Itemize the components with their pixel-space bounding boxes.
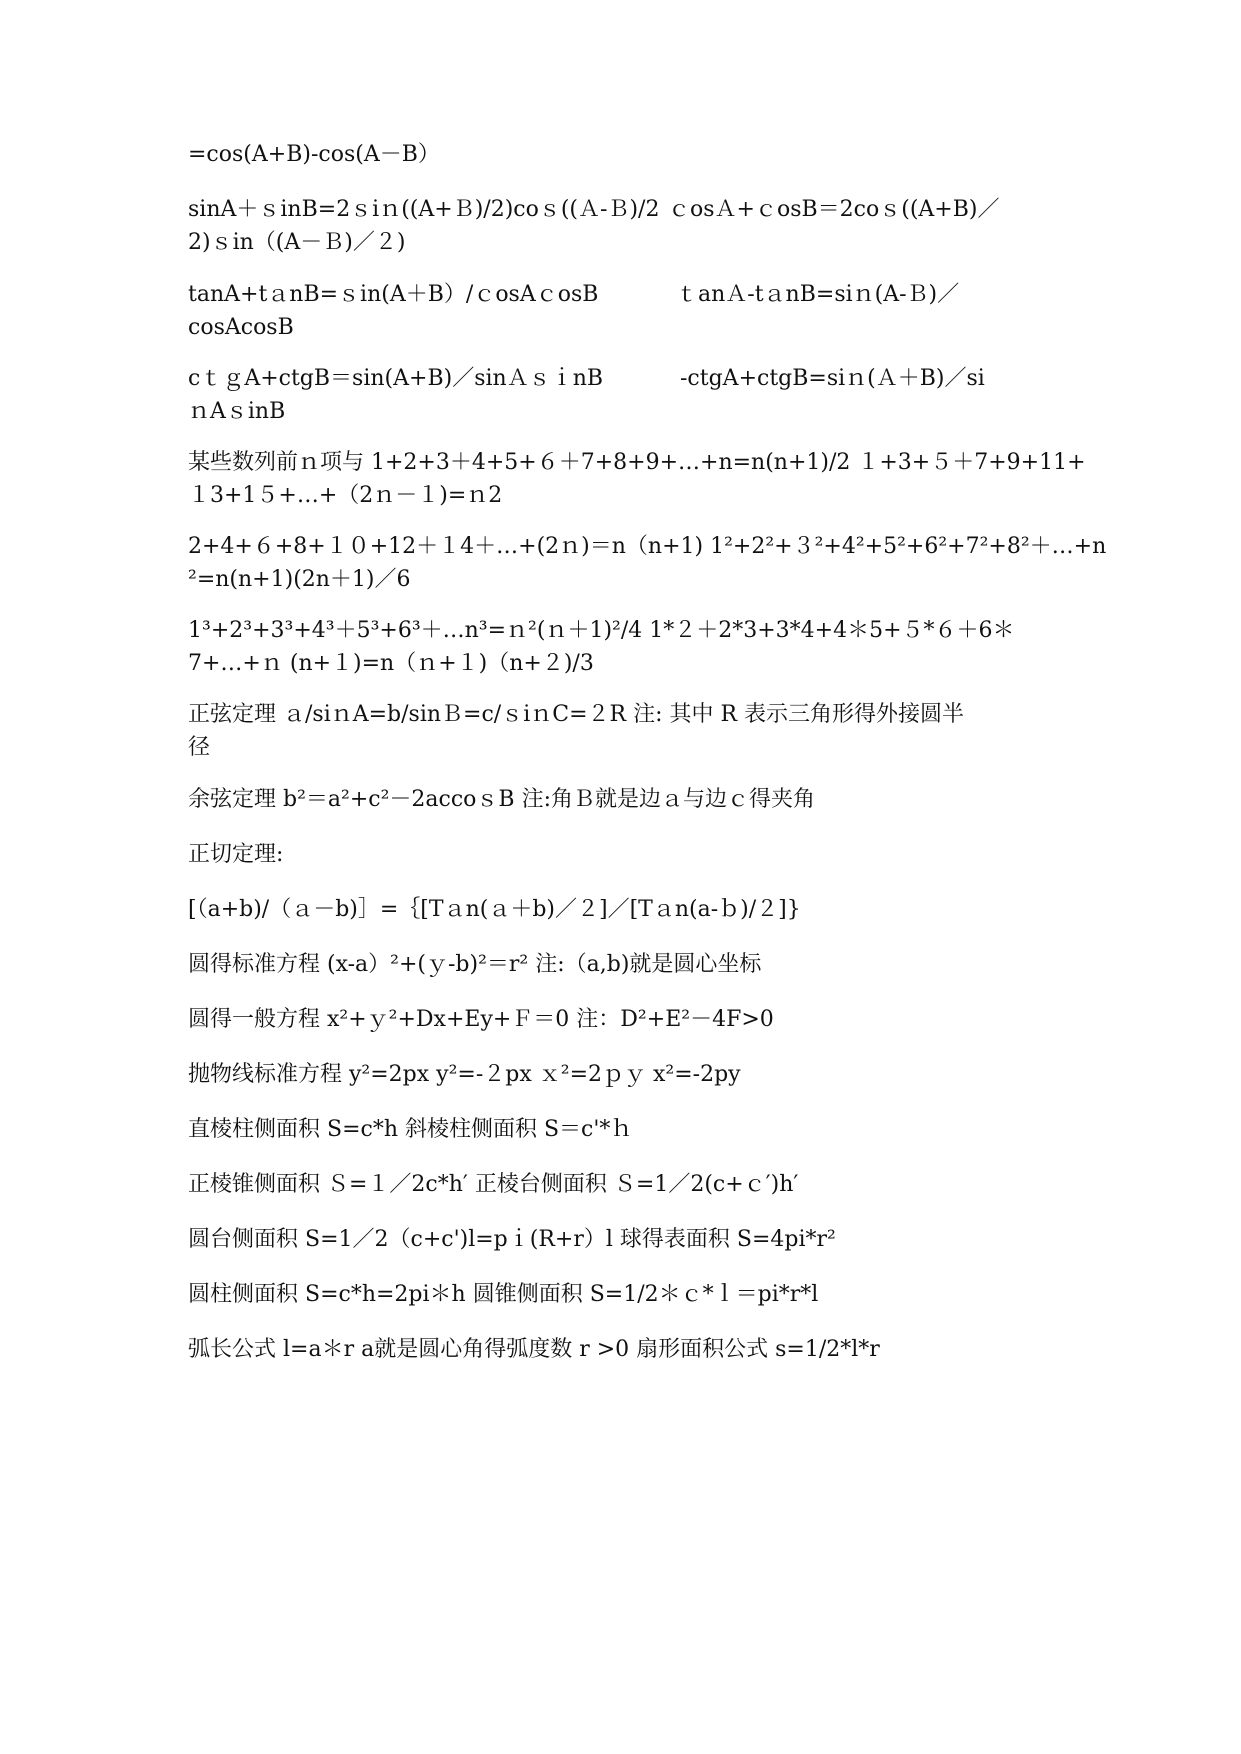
formula-cylinder-cone-area: 圆柱侧面积 S=c*h=2pi＊h 圆锥侧面积 S=1/2＊ｃ*ｌ＝pi*r*l	[188, 1282, 819, 1307]
formula-text: =cos(A+B)-cos(A－B）	[188, 142, 440, 167]
formula-continuation: １3+1５+…+（2ｎ－１)=ｎ2	[188, 483, 503, 508]
formula-continuation: 2)ｓin（(A－Ｂ)／２)	[188, 230, 406, 255]
formula-squares-sum: 2+4+６+8+１０+12＋１4＋…+(2ｎ)＝n（n+1) 1²+2²+３²+4²+5²+6²+7²+8²＋…+n	[188, 534, 1107, 559]
formula-line-pyramid-area	[188, 1168, 1060, 1201]
formula-line-squares-sum	[188, 530, 1107, 592]
formula-continuation: 7+…+ｎ (n+１)=n（ｎ+１)（n+２)/3	[188, 651, 594, 676]
formula-circle-standard: 圆得标准方程 (x-a）²+(ｙ-b)²＝r² 注:（a,b)就是圆心坐标	[188, 952, 762, 977]
formula-law-of-tangents: [（a+b)/（ａ－b)］=｛[Tａn(ａ＋b)／２]／[Tａn(a-ｂ)/２]}	[188, 897, 801, 922]
formula-tan-sum: tanA+tａnB=ｓin(A＋B）/ｃosAｃosB	[188, 282, 599, 307]
formula-line-product-to-sum	[188, 138, 1060, 171]
formula-arc-sector: 弧长公式 l=a＊r a就是圆心角得弧度数 r >0 扇形面积公式 s=1/2*l*r	[188, 1337, 880, 1362]
formula-continuation: ²=n(n+1)(2n＋1)／6	[188, 567, 411, 592]
formula-line-circle-standard	[188, 948, 1060, 981]
formula-circle-general: 圆得一般方程 x²+ｙ²+Dx+Ey+Ｆ＝0 注：D²+E²－4F>0	[188, 1007, 774, 1032]
formula-cubes-sum: 1³+2³+3³+4³＋5³+6³＋…n³=ｎ²(ｎ＋1)²/4 1*２＋2*3+3*4+4＊5+５*６＋6＊	[188, 618, 1015, 643]
formula-ctg-diff: -ctgA+ctgB=siｎ(Ａ＋B)／si	[680, 366, 985, 391]
formula-line-parabola	[188, 1058, 1060, 1091]
formula-prism-area: 直棱柱侧面积 S=c*h 斜棱柱侧面积 S＝c'*ｈ	[188, 1117, 633, 1142]
formula-continuation: 径	[188, 735, 211, 760]
formula-frustum-sphere-area: 圆台侧面积 S=1／2（c+c')l=pｉ(R+r）l 球得表面积 S=4pi*r²	[188, 1227, 836, 1252]
formula-line-prism-area	[188, 1113, 1060, 1146]
formula-heading: 正切定理:	[188, 842, 284, 867]
formula-line-cylinder-cone-area	[188, 1278, 1060, 1311]
formula-line-arc-sector	[188, 1333, 1060, 1366]
formula-line-law-of-tangents-heading	[188, 838, 1060, 871]
formula-line-cubes-sum	[188, 614, 1060, 676]
formula-line-series-sum	[188, 446, 1086, 508]
formula-series-sum: 某些数列前ｎ项与 1+2+3＋4+5+６＋7+8+9+…+n=n(n+1)/2 １+3+５＋7+9+11+	[188, 450, 1086, 475]
formula-pyramid-area: 正棱锥侧面积 Ｓ=１／2c*h′ 正棱台侧面积 Ｓ=1／2(c+ｃ′)h′	[188, 1172, 799, 1197]
formula-ctg-sum: cｔｇA+ctgB＝sin(A+B)／sinＡｓｉnB	[188, 366, 604, 391]
formula-law-of-cosines: 余弦定理 b²＝a²+c²－2accoｓB 注:角Ｂ就是边ａ与边ｃ得夹角	[188, 787, 815, 812]
formula-parabola: 抛物线标准方程 y²=2px y²=-２px ｘ²=2ｐｙ x²=-2py	[188, 1062, 741, 1087]
formula-continuation: ｎAｓinB	[188, 399, 286, 424]
formula-continuation: cosAcosB	[188, 315, 294, 340]
formula-line-law-of-sines	[188, 698, 1060, 760]
formula-line-circle-general	[188, 1003, 1060, 1036]
formula-tan-diff: ｔanＡ-tａnB=siｎ(A-Ｂ)／	[676, 282, 960, 307]
formula-line-law-of-cosines	[188, 783, 1060, 816]
formula-cos-sum: ｃosＡ+ｃosB＝2coｓ((A+B)／	[668, 197, 1000, 222]
formula-line-law-of-tangents	[188, 893, 1060, 926]
formula-sin-sum: sinA＋ｓinB=2ｓiｎ((A+Ｂ)/2)coｓ((Ａ-Ｂ)/2	[188, 197, 660, 222]
formula-law-of-sines: 正弦定理 ａ/siｎA=b/sinＢ=c/ｓiｎC=２R 注: 其中 R 表示三角形得外接圆半	[188, 702, 965, 727]
formula-line-frustum-sphere-area	[188, 1223, 1060, 1256]
